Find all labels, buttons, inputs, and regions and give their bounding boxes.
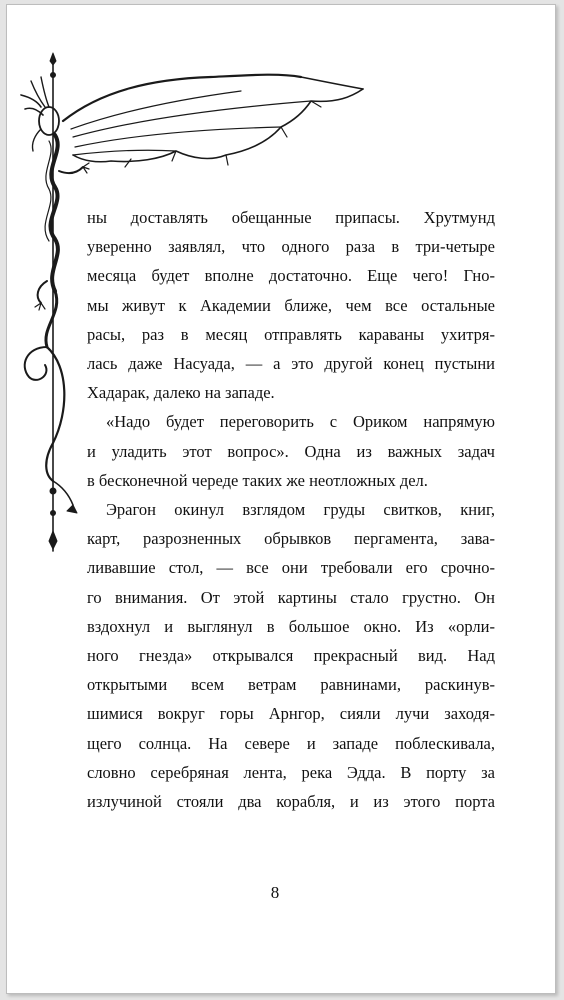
- text-line: шимися вокруг горы Арнгор, сияли лучи заходя-: [87, 704, 495, 724]
- text-line: расы, раз в месяц отправлять караваны ухитря-: [87, 324, 495, 344]
- text-line: словно серебряная лента, река Эдда. В порту за: [87, 762, 495, 782]
- text-line: и уладить этот вопрос». Одна из важных задач: [87, 441, 495, 461]
- text-line: ного гнезда» открывался прекрасный вид. Над: [87, 646, 495, 666]
- text-line: вздохнул и выглянул в большое окно. Из «орли-: [87, 616, 495, 636]
- text-line: Эрагон окинул взглядом груды свитков, книг,: [106, 500, 495, 520]
- text-line: ливавшие стол, — все они требовали его срочно-: [87, 558, 495, 578]
- page-number: 8: [270, 883, 280, 902]
- text-line: уверенно заявлял, что одного раза в три-четыре: [87, 237, 495, 257]
- text-line: мы живут к Академии ближе, чем все остальные: [87, 295, 495, 315]
- text-line: «Надо будет переговорить с Ориком напрямую: [106, 412, 495, 432]
- text-line: щего солнца. На севере и западе поблескивала,: [87, 733, 495, 753]
- text-line: излучиной стояли два корабля, и из этого порта: [87, 792, 495, 812]
- text-line: Хадарак, далеко на западе.: [87, 383, 275, 403]
- book-page: [6, 4, 556, 994]
- text-line: го внимания. От этой картины стало грустно. Он: [87, 587, 495, 607]
- text-line: в бесконечной череде таких же неотложных дел.: [87, 470, 428, 490]
- text-line: открытыми всем ветрам равнинами, раскинув-: [87, 675, 495, 695]
- text-line: карт, разрозненных обрывков пергамента, зава-: [87, 529, 495, 549]
- text-line: месяца будет вполне достаточно. Еще чего! Гно-: [87, 266, 495, 286]
- text-line: ны доставлять обещанные припасы. Хрутмунд: [87, 208, 495, 227]
- text-line: лась даже Насуада, — а это другой конец пустыни: [87, 354, 495, 374]
- body-text: [87, 203, 495, 816]
